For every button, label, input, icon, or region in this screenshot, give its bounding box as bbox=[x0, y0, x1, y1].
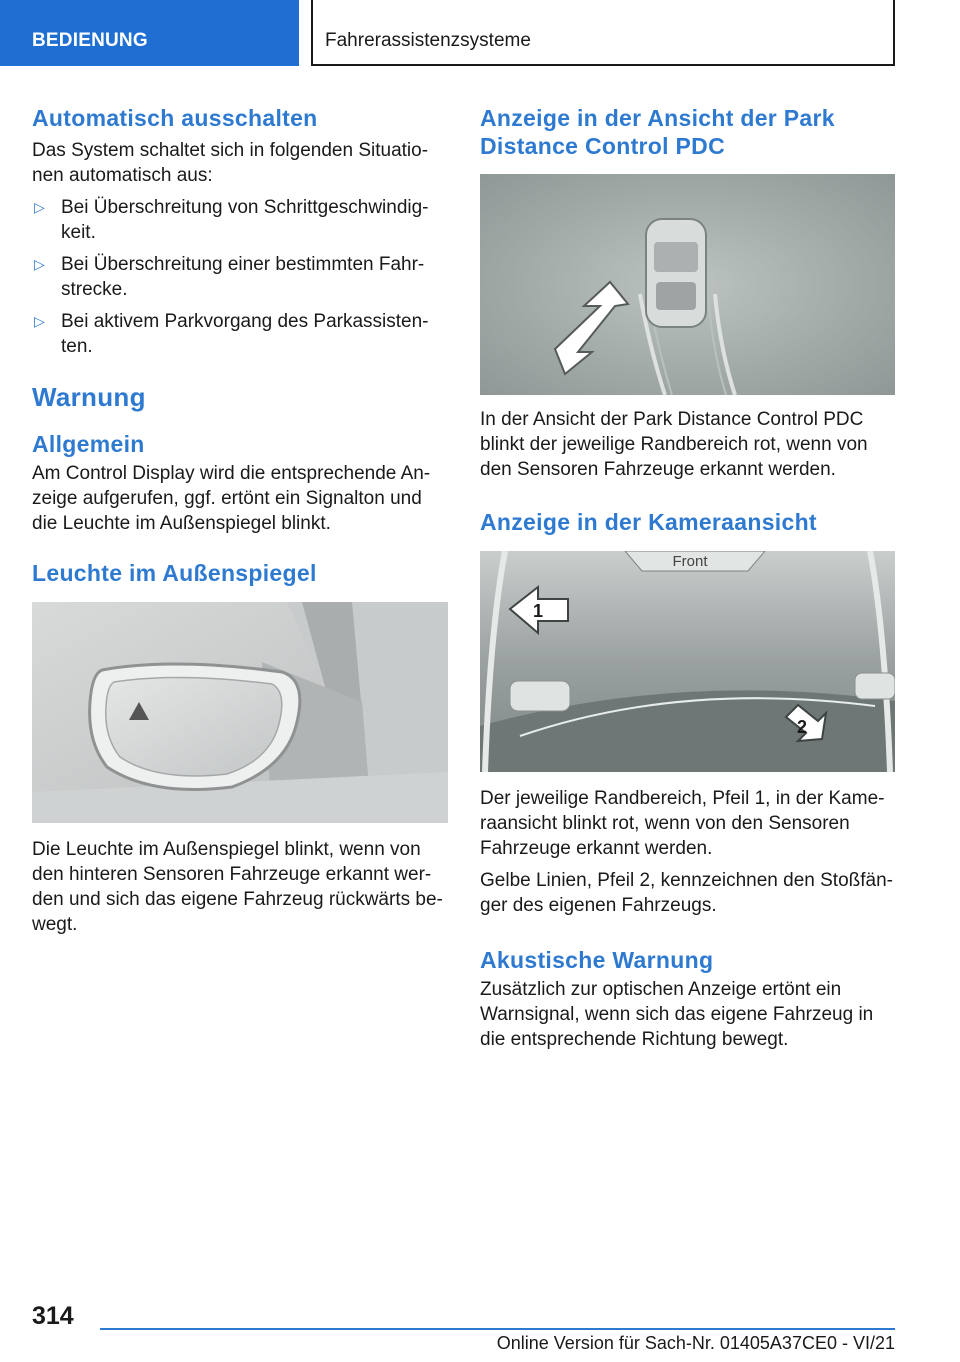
camera-text-1: Der jeweilige Randbereich, Pfeil 1, in der Kame- raansicht blinkt rot, wenn von den Sensoren Fahrzeuge erkannt werden. bbox=[480, 788, 885, 859]
arrow-2-label: 2 bbox=[796, 717, 808, 737]
chapter-box bbox=[311, 0, 895, 66]
acoustic-text: Zusätzlich zur optischen Anzeige ertönt ein Warnsignal, wenn sich das eigene Fahrzeug in die entsprechende Richtung bewegt. bbox=[480, 979, 874, 1050]
heading-auto-off: Automatisch ausschalten bbox=[32, 105, 318, 131]
right-column bbox=[480, 104, 896, 1052]
camera-text-2: Gelbe Linien, Pfeil 2, kennzeichnen den Stoßfän- ger des eigenen Fahrzeugs. bbox=[480, 870, 893, 916]
section-label: BEDIENUNG bbox=[32, 30, 148, 51]
heading-acoustic: Akustische Warnung bbox=[480, 947, 714, 973]
page-number: 314 bbox=[32, 1302, 74, 1330]
heading-mirror-light: Leuchte im Außenspiegel bbox=[32, 560, 317, 586]
online-version-text: Online Version für Sach-Nr. 01405A37CE0 - VI/21 bbox=[496, 1333, 895, 1353]
list-item: ▷ Bei aktivem Parkvorgang des Parkassisten- ten. bbox=[34, 311, 429, 357]
auto-off-intro: Das System schaltet sich in folgenden Situatio- nen automatisch aus: bbox=[32, 140, 429, 186]
auto-off-list bbox=[32, 195, 448, 359]
list-item: ▷ Bei Überschreitung einer bestimmten Fahr- strecke. bbox=[34, 254, 425, 300]
triangle-bullet-icon: ▷ bbox=[34, 199, 45, 215]
heading-pdc: Anzeige in der Ansicht der Park Distance Control PDC bbox=[480, 105, 835, 159]
front-label: Front bbox=[672, 553, 708, 570]
mirror-illustration bbox=[32, 602, 448, 823]
heading-general: Allgemein bbox=[32, 431, 145, 457]
triangle-bullet-icon: ▷ bbox=[34, 313, 45, 329]
arrow-1-label: 1 bbox=[532, 601, 544, 621]
list-item: ▷ Bei Überschreitung von Schrittgeschwindig- keit. bbox=[34, 197, 429, 243]
left-column bbox=[32, 104, 448, 937]
heading-camera: Anzeige in der Kameraansicht bbox=[480, 509, 817, 535]
section-tab bbox=[0, 0, 299, 66]
mirror-text: Die Leuchte im Außenspiegel blinkt, wenn von den hinteren Sensoren Fahrzeuge erkannt wer- den und sich das eigene Fahrzeug rückwärts be- wegt. bbox=[32, 839, 443, 935]
pdc-view-illustration bbox=[480, 174, 895, 395]
general-text: Am Control Display wird die entsprechende An- zeige aufgerufen, ggf. ertönt ein Signalton und die Leuchte im Außenspiegel blinkt. bbox=[32, 463, 431, 534]
triangle-bullet-icon: ▷ bbox=[34, 256, 45, 272]
heading-warning: Warnung bbox=[32, 382, 146, 412]
chapter-label: Fahrerassistenzsysteme bbox=[325, 30, 531, 51]
camera-view-illustration bbox=[480, 551, 895, 772]
footer-divider bbox=[100, 1328, 895, 1330]
pdc-text: In der Ansicht der Park Distance Control PDC blinkt der jeweilige Randbereich rot, wenn von den Sensoren Fahrzeuge erkannt werden. bbox=[480, 409, 868, 480]
